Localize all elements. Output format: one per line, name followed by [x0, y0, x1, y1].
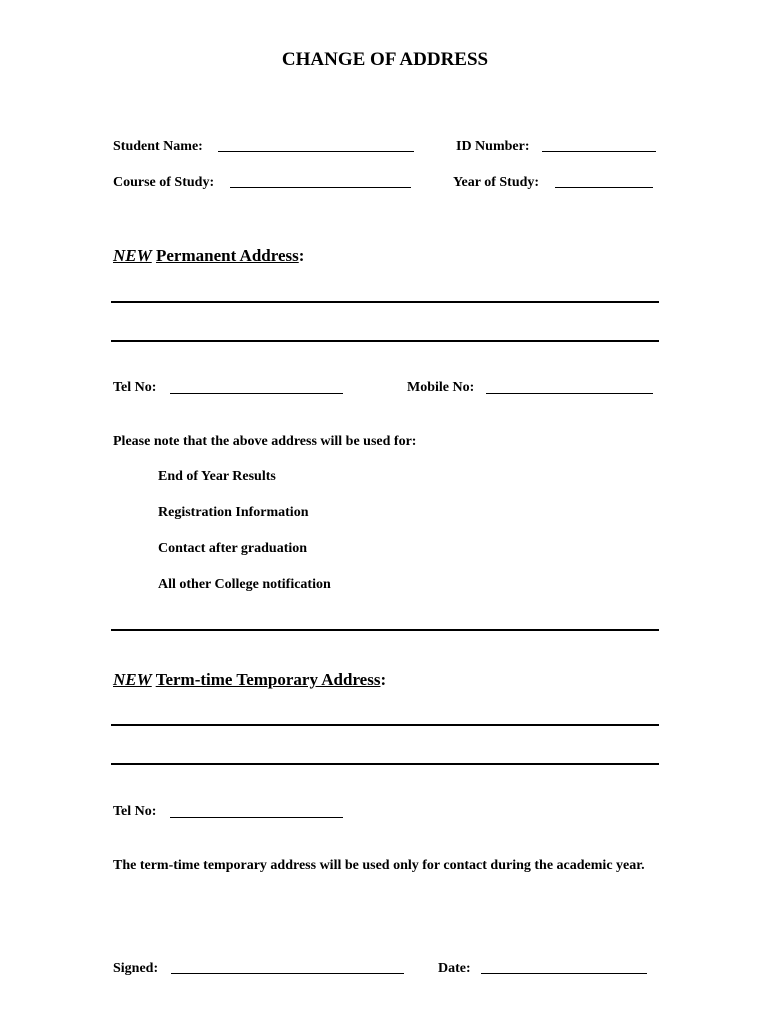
usage-item: Contact after graduation — [158, 541, 308, 556]
permanent-new-label: NEW — [113, 246, 152, 265]
date-field[interactable] — [481, 973, 647, 974]
id-number-field[interactable] — [542, 151, 656, 152]
temporary-address-line-1[interactable] — [111, 724, 659, 726]
course-of-study-field[interactable] — [230, 187, 411, 188]
permanent-tel-label: Tel No: — [113, 380, 157, 395]
permanent-address-line-2[interactable] — [111, 340, 659, 342]
temporary-tel-label: Tel No: — [113, 804, 157, 819]
usage-item: All other College notification — [158, 577, 331, 592]
temporary-address-line-2[interactable] — [111, 763, 659, 765]
temporary-tel-field[interactable] — [170, 817, 343, 818]
signature-field[interactable] — [171, 973, 404, 974]
mobile-label: Mobile No: — [407, 380, 475, 395]
permanent-heading-text: Permanent Address — [155, 246, 299, 265]
temporary-address-heading — [113, 670, 386, 690]
mobile-field[interactable] — [486, 393, 653, 394]
student-name-label: Student Name: — [113, 139, 203, 154]
temporary-address-note: The term-time temporary address will be used only for contact during the academic year. — [113, 858, 645, 873]
permanent-address-heading — [113, 246, 304, 266]
usage-item: End of Year Results — [158, 469, 276, 484]
student-name-field[interactable] — [218, 151, 414, 152]
id-number-label: ID Number: — [456, 139, 530, 154]
usage-item: Registration Information — [158, 505, 309, 520]
temporary-heading-text: Term-time Temporary Address — [155, 670, 381, 689]
permanent-tel-field[interactable] — [170, 393, 343, 394]
signed-label: Signed: — [113, 961, 159, 976]
permanent-address-line-1[interactable] — [111, 301, 659, 303]
usage-intro: Please note that the above address will be used for: — [113, 434, 417, 449]
temporary-heading-colon: : — [380, 670, 387, 689]
page-title: CHANGE OF ADDRESS — [281, 49, 489, 70]
permanent-heading-colon: : — [298, 246, 305, 265]
section-divider — [111, 629, 659, 631]
course-of-study-label: Course of Study: — [113, 175, 215, 190]
date-label: Date: — [438, 961, 471, 976]
year-of-study-label: Year of Study: — [453, 175, 540, 190]
year-of-study-field[interactable] — [555, 187, 653, 188]
temporary-new-label: NEW — [113, 670, 152, 689]
